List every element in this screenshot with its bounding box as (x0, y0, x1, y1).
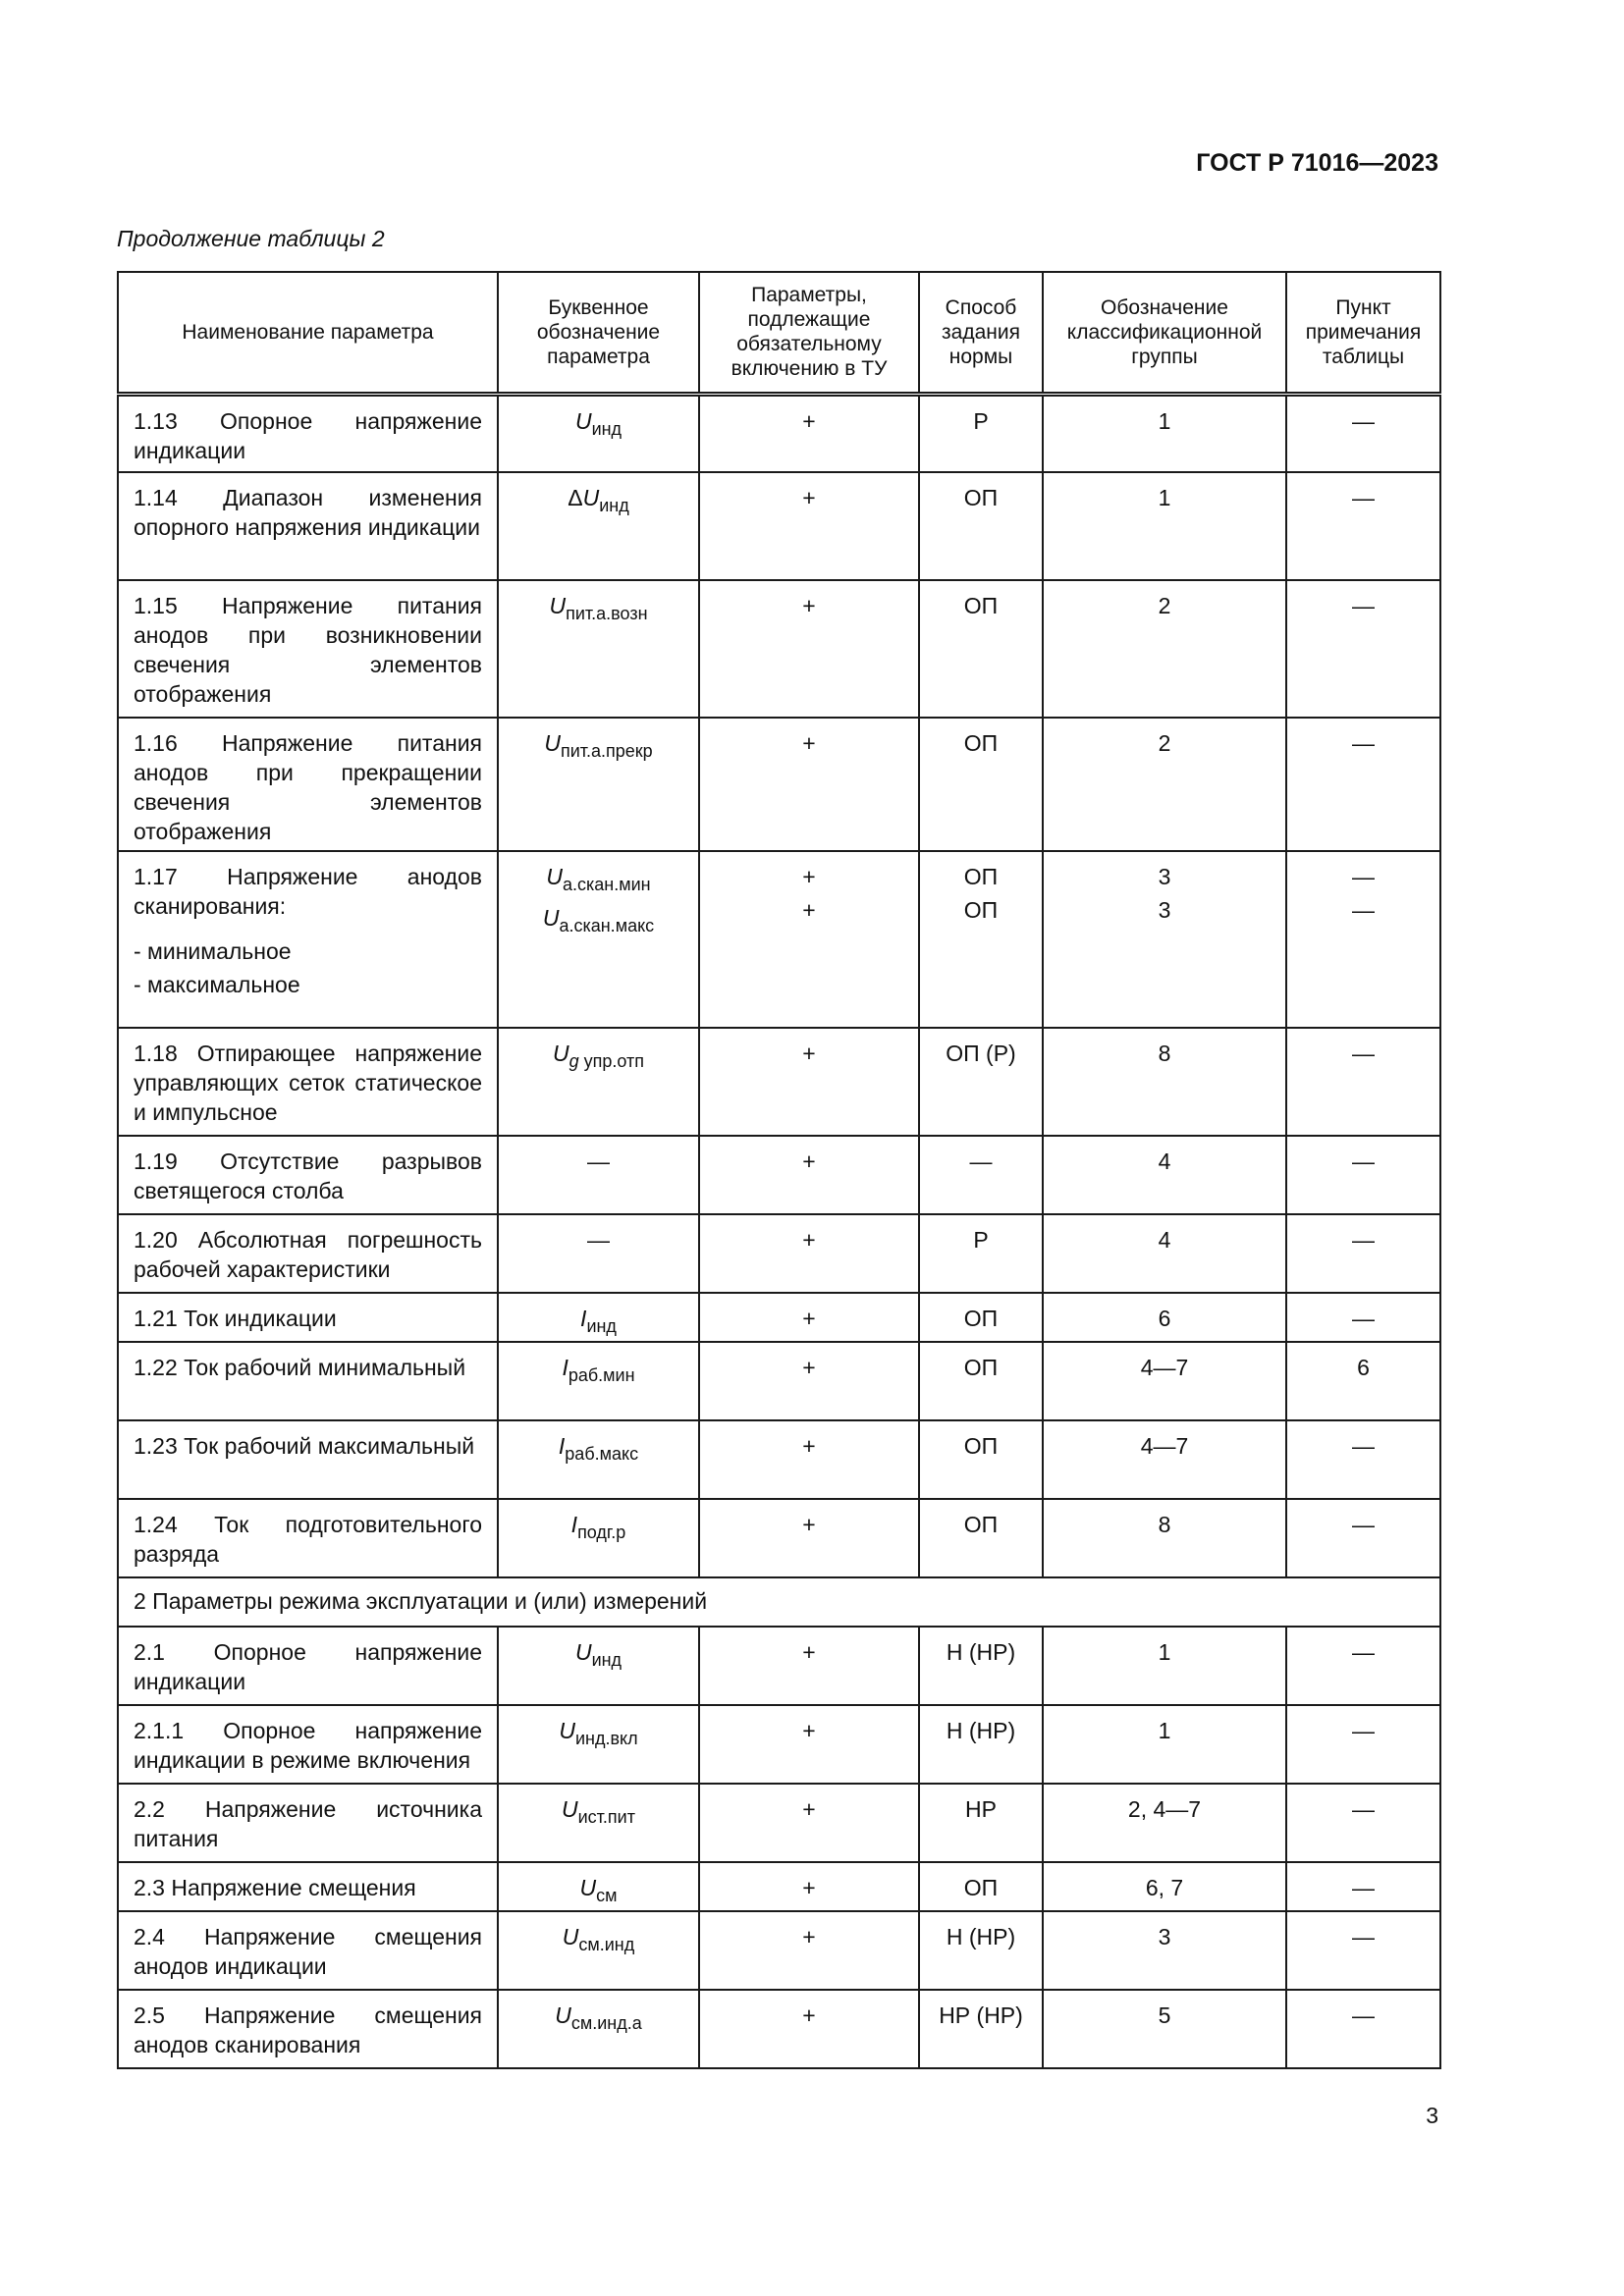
param-name-cell: 1.21 Ток индикации (118, 1293, 498, 1342)
method-cell: НР (НР) (919, 1990, 1043, 2068)
method-cell: ОП (919, 1499, 1043, 1577)
symbol-cell (498, 1705, 699, 1784)
symbol-subscript (586, 1316, 617, 1336)
group-cell: 4 (1043, 1136, 1286, 1214)
symbol-cell (498, 1420, 699, 1499)
symbol-subscript-text: ист.пит (577, 1807, 635, 1827)
table-row (118, 1627, 1440, 1705)
note-cell (1286, 851, 1440, 1028)
table-row (118, 580, 1440, 718)
param-name-cell: 1.15 Напряжение питания анодов при возникновении свечения элементов отображения (118, 580, 498, 718)
note-cell: — (1286, 1214, 1440, 1293)
symbol-cell (498, 1293, 699, 1342)
symbol-subscript (596, 1886, 617, 1905)
table-caption: Продолжение таблицы 2 (117, 226, 385, 251)
table-row (118, 1214, 1440, 1293)
method-cell: ОП (919, 1420, 1043, 1499)
group-cell (1043, 851, 1286, 1028)
symbol-subscript (565, 1444, 638, 1464)
page-number: 3 (1426, 2103, 1438, 2128)
sub-item-inc: + (802, 864, 816, 889)
symbol-cell (498, 472, 699, 580)
param-name-cell: 1.23 Ток рабочий максимальный (118, 1420, 498, 1499)
inclusion-cell: + (699, 718, 919, 851)
param-name-cell: 1.20 Абсолютная погрешность рабочей характеристики (118, 1214, 498, 1293)
method-cell: ОП (919, 718, 1043, 851)
symbol-subscript (571, 2013, 642, 2033)
symbol-subscript-text: упр.отп (578, 1051, 644, 1071)
symbol-subscript (592, 1650, 623, 1670)
inclusion-cell: + (699, 1028, 919, 1136)
table-row (118, 472, 1440, 580)
table-row (118, 1028, 1440, 1136)
param-name-cell (118, 851, 498, 1028)
inclusion-cell: + (699, 1627, 919, 1705)
param-name-cell: 2.1.1 Опорное напряжение индикации в режиме включения (118, 1705, 498, 1784)
param-name-cell: 1.19 Отсутствие разрывов светящегося столба (118, 1136, 498, 1214)
symbol-subscript (592, 419, 623, 439)
symbol-cell (498, 1911, 699, 1990)
note-cell: — (1286, 718, 1440, 851)
symbol-subscript-text: см.инд.а (570, 2013, 642, 2033)
symbol-cell (498, 394, 699, 472)
symbol-subscript-text: инд (591, 1650, 623, 1670)
symbol-subscript-text: пит.а.возн (566, 604, 648, 623)
method-cell: Н (НР) (919, 1627, 1043, 1705)
table-row (118, 394, 1440, 472)
symbol-letter: I (580, 1306, 587, 1331)
group-cell: 1 (1043, 1627, 1286, 1705)
group-cell: 4 (1043, 1214, 1286, 1293)
table-row (118, 1990, 1440, 2068)
table-row (118, 1911, 1440, 1990)
param-name-cell: 1.22 Ток рабочий минимальный (118, 1342, 498, 1420)
param-name-text: 1.17 Напряжение анодов сканирования: (134, 864, 482, 919)
inclusion-cell: + (699, 1705, 919, 1784)
group-cell: 2 (1043, 718, 1286, 851)
group-cell: 2 (1043, 580, 1286, 718)
symbol-subscript (575, 1729, 638, 1748)
note-cell: — (1286, 1420, 1440, 1499)
inclusion-cell: + (699, 1136, 919, 1214)
symbol-letter: U (555, 2002, 571, 2028)
symbol-prefix: Δ (568, 485, 583, 510)
table-row (118, 1862, 1440, 1911)
symbol-cell (498, 580, 699, 718)
sub-item-group: 3 (1158, 864, 1171, 889)
sub-item-method: ОП (963, 897, 999, 923)
symbol-subscript (568, 1365, 635, 1385)
group-cell: 8 (1043, 1499, 1286, 1577)
symbol-letter: U (582, 485, 600, 510)
note-cell: — (1286, 394, 1440, 472)
symbol-cell (498, 1862, 699, 1911)
symbol-letter: U (542, 905, 560, 931)
section-title: 2 Параметры режима эксплуатации и (или) измерений (118, 1577, 1440, 1627)
table-row (118, 718, 1440, 851)
table-row (118, 1784, 1440, 1862)
note-cell: — (1286, 1911, 1440, 1990)
note-cell: 6 (1286, 1342, 1440, 1420)
table-row (118, 851, 1440, 1028)
param-name-cell: 2.2 Напряжение источника питания (118, 1784, 498, 1862)
symbol-subscript: а.скан.мин (563, 875, 651, 894)
group-cell: 1 (1043, 472, 1286, 580)
param-name-cell: 1.13 Опорное напряжение индикации (118, 394, 498, 472)
symbol-subscript (577, 1522, 625, 1542)
group-cell: 5 (1043, 1990, 1286, 2068)
method-cell: Р (919, 394, 1043, 472)
table-header-row (118, 272, 1440, 394)
group-cell: 1 (1043, 1705, 1286, 1784)
symbol-subscript-text: инд (586, 1316, 617, 1336)
inclusion-cell: + (699, 1784, 919, 1862)
method-cell: Н (НР) (919, 1705, 1043, 1784)
note-cell: — (1286, 1990, 1440, 2068)
sub-item-method: ОП (963, 864, 999, 889)
symbol-subscript-text: раб.макс (565, 1444, 639, 1464)
method-cell: ОП (Р) (919, 1028, 1043, 1136)
symbol-subscript-text: инд.вкл (574, 1729, 638, 1748)
symbol-cell (498, 851, 699, 1028)
symbol-subscript (578, 1935, 634, 1954)
symbol-cell (498, 1028, 699, 1136)
inclusion-cell: + (699, 472, 919, 580)
header-symbol: Буквенное обозначение параметра (498, 272, 699, 394)
symbol-letter: U (552, 1041, 569, 1066)
symbol-letter: I (562, 1355, 568, 1380)
param-name-cell: 2.1 Опорное напряжение индикации (118, 1627, 498, 1705)
symbol-subscript (569, 1051, 644, 1071)
group-cell: 6, 7 (1043, 1862, 1286, 1911)
symbol-subscript (561, 741, 653, 761)
inclusion-cell: + (699, 580, 919, 718)
method-cell: ОП (919, 1342, 1043, 1420)
param-name-cell: 1.16 Напряжение питания анодов при прекращении свечения элементов отображения (118, 718, 498, 851)
inclusion-cell: + (699, 1911, 919, 1990)
symbol-cell: — (498, 1136, 699, 1214)
symbol-letter: U (549, 593, 567, 618)
symbol-letter: U (562, 1796, 578, 1822)
inclusion-cell (699, 851, 919, 1028)
sub-item-group: 3 (1158, 897, 1171, 923)
note-cell: — (1286, 1862, 1440, 1911)
symbol-subscript-text: см.инд (578, 1935, 635, 1954)
symbol-subscript-text: см (596, 1886, 618, 1905)
group-cell: 1 (1043, 394, 1286, 472)
group-cell: 6 (1043, 1293, 1286, 1342)
method-cell: ОП (919, 580, 1043, 718)
symbol-cell (498, 1784, 699, 1862)
symbol-subscript (599, 496, 629, 515)
note-cell: — (1286, 1705, 1440, 1784)
method-cell: Р (919, 1214, 1043, 1293)
group-cell: 4—7 (1043, 1342, 1286, 1420)
group-cell: 8 (1043, 1028, 1286, 1136)
header-inclusion: Параметры, подлежащие обязательному включению в ТУ (699, 272, 919, 394)
note-cell: — (1286, 580, 1440, 718)
param-name-cell: 2.4 Напряжение смещения анодов индикации (118, 1911, 498, 1990)
symbol-subscript (578, 1807, 635, 1827)
parameters-table (117, 271, 1441, 2069)
method-cell: Н (НР) (919, 1911, 1043, 1990)
symbol-subscript (566, 604, 647, 623)
symbol-cell (498, 718, 699, 851)
symbol-cell: — (498, 1214, 699, 1293)
symbol-subscript: а.скан.макс (559, 916, 655, 935)
header-group: Обозначение классификационной группы (1043, 272, 1286, 394)
note-cell: — (1286, 1499, 1440, 1577)
symbol-letter: U (574, 407, 592, 434)
table-row (118, 1705, 1440, 1784)
table-row (118, 1136, 1440, 1214)
inclusion-cell: + (699, 1420, 919, 1499)
symbol-cell (498, 1342, 699, 1420)
note-cell: — (1286, 1028, 1440, 1136)
note-cell: — (1286, 1784, 1440, 1862)
symbol-letter: I (558, 1433, 566, 1459)
table-row (118, 1420, 1440, 1499)
note-cell: — (1286, 472, 1440, 580)
symbol-subscript-text: инд (591, 418, 623, 439)
inclusion-cell: + (699, 1990, 919, 2068)
symbol-letter: U (574, 1639, 592, 1665)
header-note: Пункт примечания таблицы (1286, 272, 1440, 394)
method-cell: — (919, 1136, 1043, 1214)
inclusion-cell: + (699, 1293, 919, 1342)
table-row (118, 1499, 1440, 1577)
symbol-subscript-text: раб.мин (568, 1365, 635, 1385)
inclusion-cell: + (699, 1342, 919, 1420)
symbol-subscript-text: пит.а.прекр (560, 741, 653, 761)
method-cell: НР (919, 1784, 1043, 1862)
param-name-cell: 1.14 Диапазон изменения опорного напряжения индикации (118, 472, 498, 580)
symbol-cell (498, 1499, 699, 1577)
symbol-subscript-text: подг.р (577, 1522, 626, 1542)
table-row (118, 1293, 1440, 1342)
symbol-cell (498, 1627, 699, 1705)
symbol-letter: U (562, 1924, 579, 1949)
note-cell: — (1286, 1627, 1440, 1705)
sub-item-symbol (499, 903, 698, 940)
param-name-cell: 2.3 Напряжение смещения (118, 1862, 498, 1911)
param-name-cell: 2.5 Напряжение смещения анодов сканирования (118, 1990, 498, 2068)
inclusion-cell: + (699, 394, 919, 472)
note-cell: — (1286, 1136, 1440, 1214)
sub-item-inc: + (802, 897, 816, 923)
header-name: Наименование параметра (118, 272, 498, 394)
group-cell: 4—7 (1043, 1420, 1286, 1499)
param-name-cell: 1.18 Отпирающее напряжение управляющих сеток статическое и импульсное (118, 1028, 498, 1136)
group-cell: 2, 4—7 (1043, 1784, 1286, 1862)
symbol-subscript-italic: g (568, 1051, 579, 1071)
symbol-cell (498, 1990, 699, 2068)
method-cell: ОП (919, 472, 1043, 580)
note-cell: — (1286, 1293, 1440, 1342)
sub-item-note: — (1352, 864, 1375, 889)
symbol-letter: U (579, 1875, 597, 1900)
spacer (134, 921, 482, 936)
inclusion-cell: + (699, 1214, 919, 1293)
method-cell: ОП (919, 1862, 1043, 1911)
symbol-letter: U (544, 730, 561, 756)
group-cell: 3 (1043, 1911, 1286, 1990)
symbol-letter: U (559, 1718, 575, 1743)
symbol-subscript-text: инд (599, 496, 629, 515)
header-method: Способ задания нормы (919, 272, 1043, 394)
sub-item-label: - максимальное (134, 972, 300, 997)
sub-item-symbol (499, 862, 698, 899)
method-cell: ОП (919, 1293, 1043, 1342)
table-row (118, 1342, 1440, 1420)
standard-designation: ГОСТ Р 71016—2023 (1196, 149, 1438, 177)
method-cell (919, 851, 1043, 1028)
section-row (118, 1577, 1440, 1627)
sub-item-label: - минимальное (134, 938, 292, 964)
symbol-letter: I (570, 1512, 578, 1537)
inclusion-cell: + (699, 1499, 919, 1577)
sub-item-note: — (1352, 897, 1375, 923)
inclusion-cell: + (699, 1862, 919, 1911)
param-name-cell: 1.24 Ток подготовительного разряда (118, 1499, 498, 1577)
symbol-letter: U (546, 864, 563, 889)
